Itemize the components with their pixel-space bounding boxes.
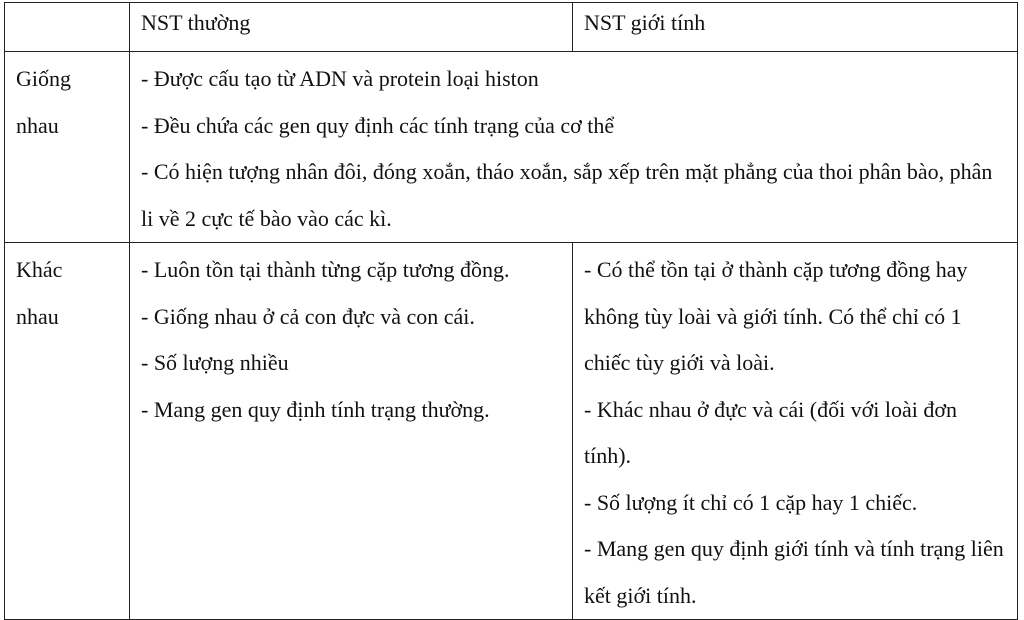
- differences-normal-cell: [130, 243, 573, 620]
- differences-label-line2: nhau: [16, 303, 59, 329]
- normal-difference-point: - Số lượng nhiều: [141, 350, 289, 375]
- normal-difference-point: - Luôn tồn tại thành từng cặp tương đồng.: [141, 257, 510, 282]
- header-row: [5, 3, 1018, 52]
- header-normal-chromosome: NST thường: [141, 10, 251, 35]
- differences-sex-cell: [573, 243, 1018, 620]
- similarities-content-cell: [130, 52, 1018, 243]
- differences-label-cell: [5, 243, 130, 620]
- similarities-row: [5, 52, 1018, 243]
- similarities-label-line1: Giống: [16, 66, 71, 91]
- normal-difference-point: - Mang gen quy định tính trạng thường.: [141, 396, 490, 422]
- similarity-point: - Đều chứa các gen quy định các tính trạng của cơ thể: [141, 112, 615, 138]
- similarity-point: - Có hiện tượng nhân đôi, đóng xoắn, tháo xoắn, sắp xếp trên mặt phẳng của thoi phân bào, phân li về 2 cực tế bào vào các kì.: [141, 159, 993, 231]
- similarities-label-line2: nhau: [16, 112, 59, 138]
- sex-difference-point: - Khác nhau ở đực và cái (đối với loài đơn tính).: [584, 396, 958, 468]
- normal-difference-point: - Giống nhau ở cả con đực và con cái.: [141, 303, 475, 329]
- differences-row: [5, 243, 1018, 620]
- comparison-table: [4, 2, 1018, 620]
- sex-difference-point: - Có thể tồn tại ở thành cặp tương đồng hay không tùy loài và giới tính. Có thể chỉ có 1 chiếc tùy giới và loài.: [584, 257, 968, 375]
- similarities-label-cell: [5, 52, 130, 243]
- similarity-point: - Được cấu tạo từ ADN và protein loại histon: [141, 66, 539, 91]
- header-corner-cell: [5, 3, 130, 52]
- header-sex-chromosome: NST giới tính: [584, 10, 706, 35]
- header-sex-cell: [573, 3, 1018, 52]
- sex-difference-point: - Số lượng ít chỉ có 1 cặp hay 1 chiếc.: [584, 489, 918, 515]
- differences-label-line1: Khác: [16, 257, 63, 282]
- sex-difference-point: - Mang gen quy định giới tính và tính trạng liên kết giới tính.: [584, 536, 1004, 608]
- header-normal-cell: [130, 3, 573, 52]
